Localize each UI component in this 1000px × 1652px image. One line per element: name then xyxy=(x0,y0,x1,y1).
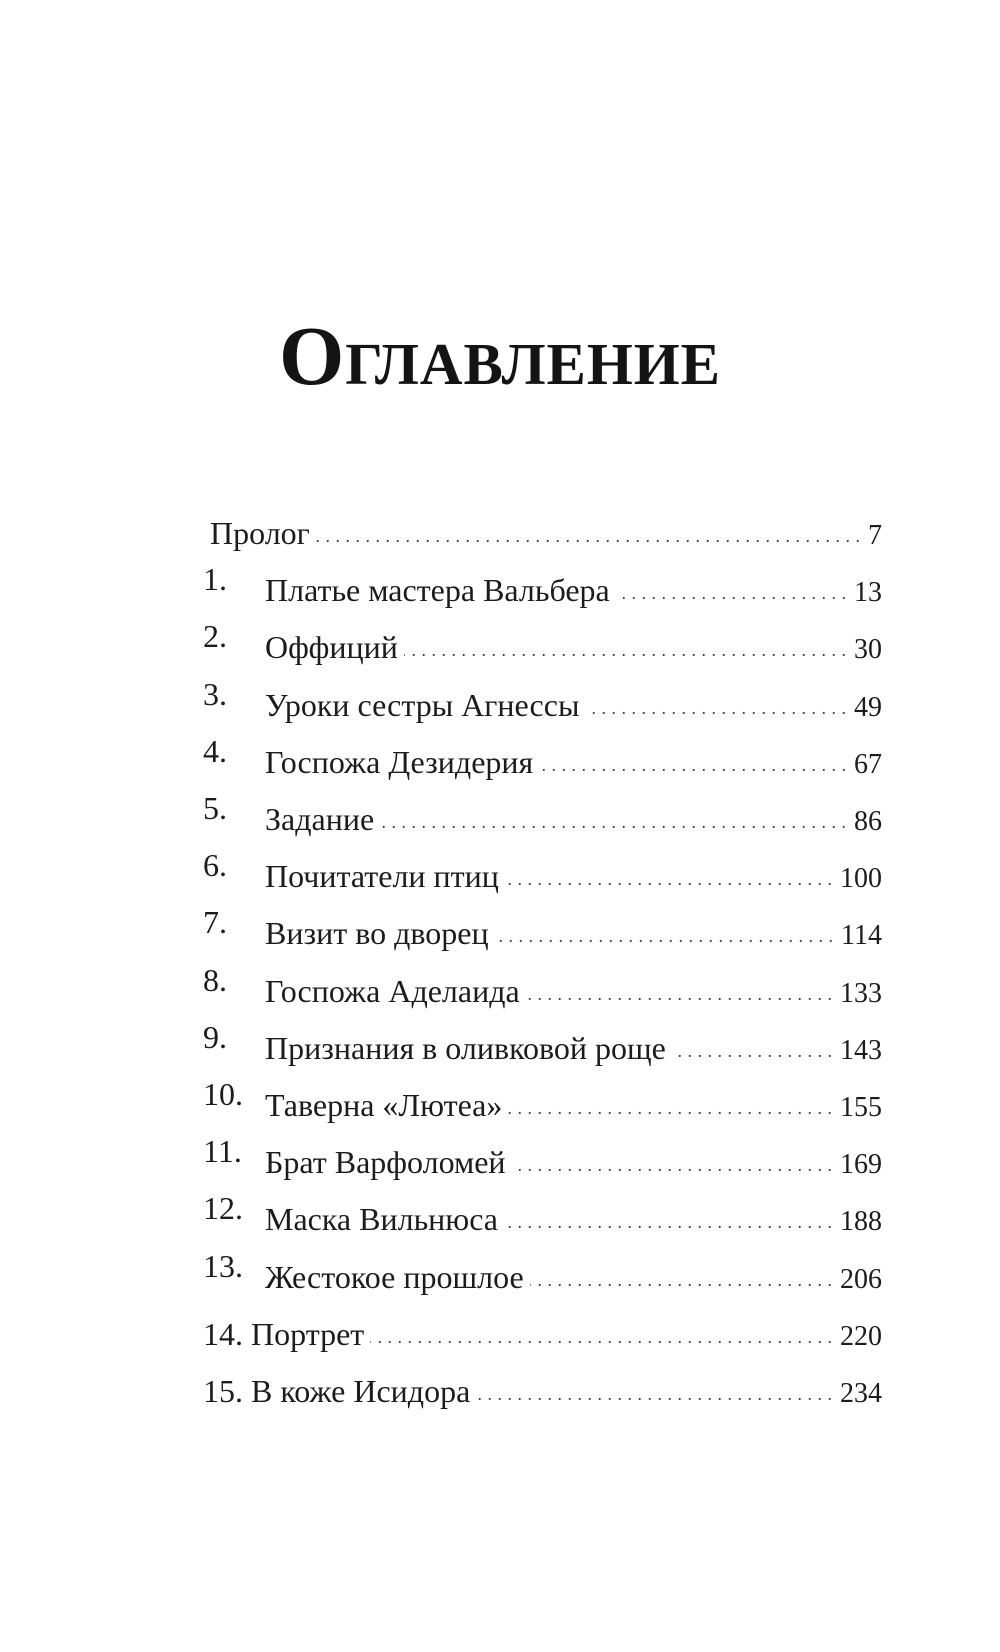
toc-entry xyxy=(0,1301,1000,1352)
toc-entry-number: 8. xyxy=(203,961,227,998)
toc-entry-page-number: 100 xyxy=(840,863,882,895)
toc-entry-title: Платье мастера Вальбера xyxy=(265,572,610,609)
toc-entry-number: 11. xyxy=(203,1133,242,1170)
page-title: Оглавление xyxy=(278,310,722,403)
toc-entry-title: Таверна «Лютеа» xyxy=(265,1087,503,1123)
toc-entry xyxy=(0,614,1000,666)
dot-leader xyxy=(512,1129,832,1173)
dot-leader xyxy=(476,1358,832,1402)
toc-entry-number: 2. xyxy=(203,618,227,655)
toc-entry xyxy=(0,1072,1000,1123)
dot-leader xyxy=(505,843,832,887)
toc-entry-page-number: 114 xyxy=(841,920,882,952)
toc-entry-page-number: 13 xyxy=(854,577,882,609)
toc-entry-title: Признания в оливковой роще xyxy=(265,1029,666,1066)
toc-entry-title: Оффиций xyxy=(265,629,398,666)
dot-leader xyxy=(526,958,832,1002)
toc-entry-page-number: 7 xyxy=(868,520,882,551)
toc-entry-page-number: 86 xyxy=(854,806,882,837)
toc-entry-number: 3. xyxy=(203,675,227,712)
dot-leader xyxy=(616,557,846,601)
toc-entry-page-number: 143 xyxy=(840,1034,882,1066)
toc-entry-number: 14. xyxy=(203,1315,243,1352)
dot-leader xyxy=(370,1301,832,1345)
dot-leader xyxy=(316,500,860,544)
toc-entry xyxy=(0,958,1000,1009)
toc-entry xyxy=(0,786,1000,837)
toc-entry xyxy=(0,1244,1000,1295)
toc-entry-page-number: 30 xyxy=(854,634,882,666)
toc-entry-page-number: 188 xyxy=(840,1206,882,1238)
toc-entry-title: Визит во дворец xyxy=(265,915,489,952)
toc-entry-title: Жестокое прошлое xyxy=(265,1258,524,1295)
dot-leader xyxy=(508,1072,832,1116)
toc-entry-number: 6. xyxy=(203,847,227,884)
toc-entry-number: 4. xyxy=(203,732,227,769)
toc-entry-number: 1. xyxy=(203,561,227,598)
toc-entry-number: 9. xyxy=(203,1018,227,1055)
toc-entry xyxy=(0,1358,1000,1409)
toc-entry-page-number: 155 xyxy=(840,1092,882,1123)
dot-leader xyxy=(495,900,833,944)
toc-entry-page-number: 220 xyxy=(840,1320,882,1352)
dot-leader xyxy=(539,729,846,773)
toc-entry-number: 12. xyxy=(203,1190,243,1227)
toc-entry-page-number: 133 xyxy=(840,977,882,1009)
toc-entry-title: Почитатели птиц xyxy=(265,858,499,895)
toc-entry xyxy=(0,672,1000,723)
toc-entry-title: Портрет xyxy=(251,1315,365,1352)
dot-leader xyxy=(380,786,846,830)
toc-entry-title: Задание xyxy=(265,801,375,837)
toc-entry-page-number: 169 xyxy=(840,1149,882,1181)
toc-entry-title: Госпожа Аделаида xyxy=(265,972,520,1009)
toc-entry-title: Уроки сестры Агнессы xyxy=(265,686,580,723)
dot-leader xyxy=(404,614,846,658)
toc-entry-title: Маска Вильнюса xyxy=(265,1201,498,1238)
toc-entry-title: Госпожа Дезидерия xyxy=(265,743,534,780)
toc-entry-page-number: 67 xyxy=(854,748,882,780)
toc-entry-number: 10. xyxy=(203,1076,243,1112)
toc-entry-number: 13. xyxy=(203,1247,243,1284)
toc-entry xyxy=(0,1186,1000,1238)
toc-entry xyxy=(0,1129,1000,1181)
toc-entry xyxy=(0,1015,1000,1066)
toc-entry-title: Брат Варфоломей xyxy=(265,1144,506,1181)
toc-entry xyxy=(0,729,1000,780)
toc-entry-title: В коже Исидора xyxy=(251,1373,471,1409)
toc-entry-page-number: 206 xyxy=(840,1263,882,1295)
toc-entry-page-number: 234 xyxy=(840,1378,882,1409)
dot-leader xyxy=(504,1186,832,1230)
toc-entry-number: 15. xyxy=(203,1373,243,1409)
toc-entry-title: Пролог xyxy=(210,515,310,551)
toc-entry-number: 5. xyxy=(203,790,227,826)
dot-leader xyxy=(530,1244,832,1288)
dot-leader xyxy=(585,672,846,716)
toc-entry-page-number: 49 xyxy=(854,691,882,723)
toc-entry-number: 7. xyxy=(203,904,227,941)
toc-entry xyxy=(0,843,1000,895)
toc-entry xyxy=(0,900,1000,952)
toc-entry xyxy=(0,557,1000,609)
dot-leader xyxy=(672,1015,832,1059)
toc-entry xyxy=(0,500,1000,551)
